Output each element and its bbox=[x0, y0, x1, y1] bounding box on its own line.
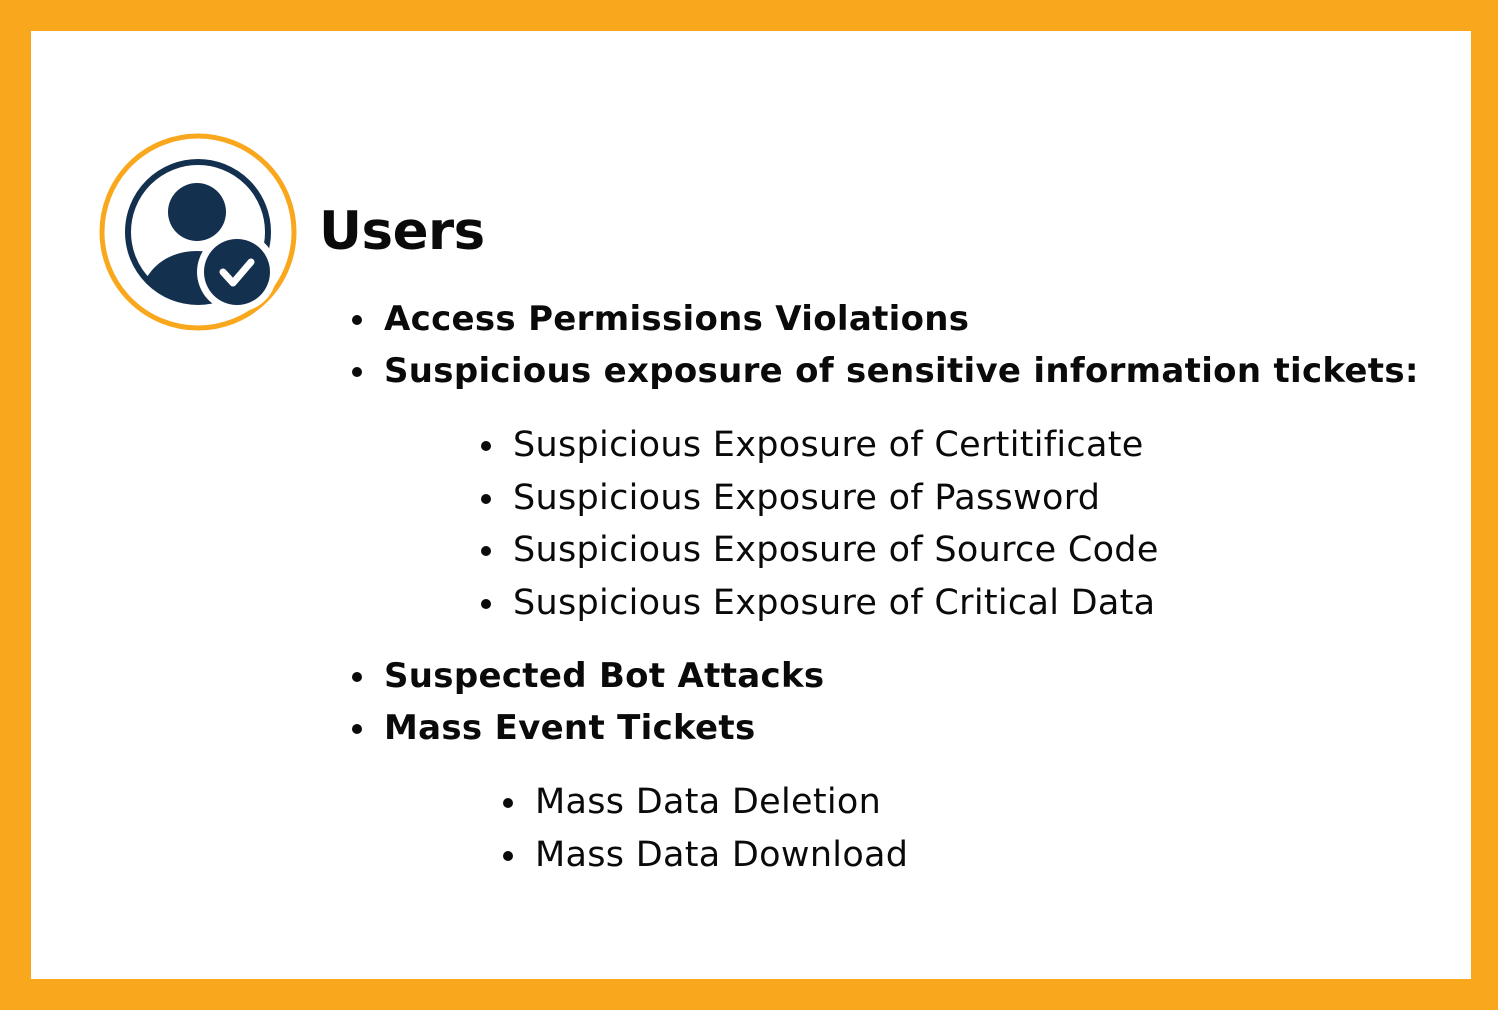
bullet bbox=[481, 599, 491, 609]
list-item-label: Suspicious Exposure of Source Code bbox=[513, 530, 1159, 570]
bullet bbox=[352, 724, 362, 734]
sub-list-group-1 bbox=[513, 419, 1159, 629]
list-item bbox=[384, 345, 1419, 397]
bullet bbox=[481, 494, 491, 504]
list-item-label: Mass Data Deletion bbox=[535, 782, 882, 822]
list-item bbox=[513, 419, 1159, 472]
main-list-group-2 bbox=[384, 650, 824, 754]
list-item bbox=[513, 524, 1159, 577]
list-item-label: Suspected Bot Attacks bbox=[384, 656, 825, 696]
bullet bbox=[352, 367, 362, 377]
list-item bbox=[384, 650, 824, 702]
page-title: Users bbox=[319, 201, 485, 262]
sub-list-group-2 bbox=[535, 776, 908, 881]
list-item-label: Suspicious Exposure of Certitificate bbox=[513, 425, 1144, 465]
list-item bbox=[535, 829, 908, 882]
list-item-label: Suspicious Exposure of Critical Data bbox=[513, 582, 1156, 623]
bullet bbox=[503, 851, 513, 861]
list-item bbox=[384, 293, 1419, 345]
list-item-label: Suspicious Exposure of Password bbox=[513, 477, 1101, 518]
list-item-label: Mass Data Download bbox=[535, 834, 909, 875]
main-list-group-1 bbox=[384, 293, 1419, 397]
list-item bbox=[513, 577, 1159, 630]
list-item-label: Access Permissions Violations bbox=[384, 299, 970, 339]
list-item-label: Suspicious exposure of sensitive information tickets: bbox=[384, 351, 1419, 391]
list-item bbox=[535, 776, 908, 829]
list-item bbox=[384, 702, 824, 754]
bullet bbox=[352, 315, 362, 325]
bullet bbox=[352, 672, 362, 682]
user-check-icon bbox=[99, 133, 297, 331]
list-item bbox=[513, 472, 1159, 525]
list-item-label: Mass Event Tickets bbox=[384, 708, 756, 748]
